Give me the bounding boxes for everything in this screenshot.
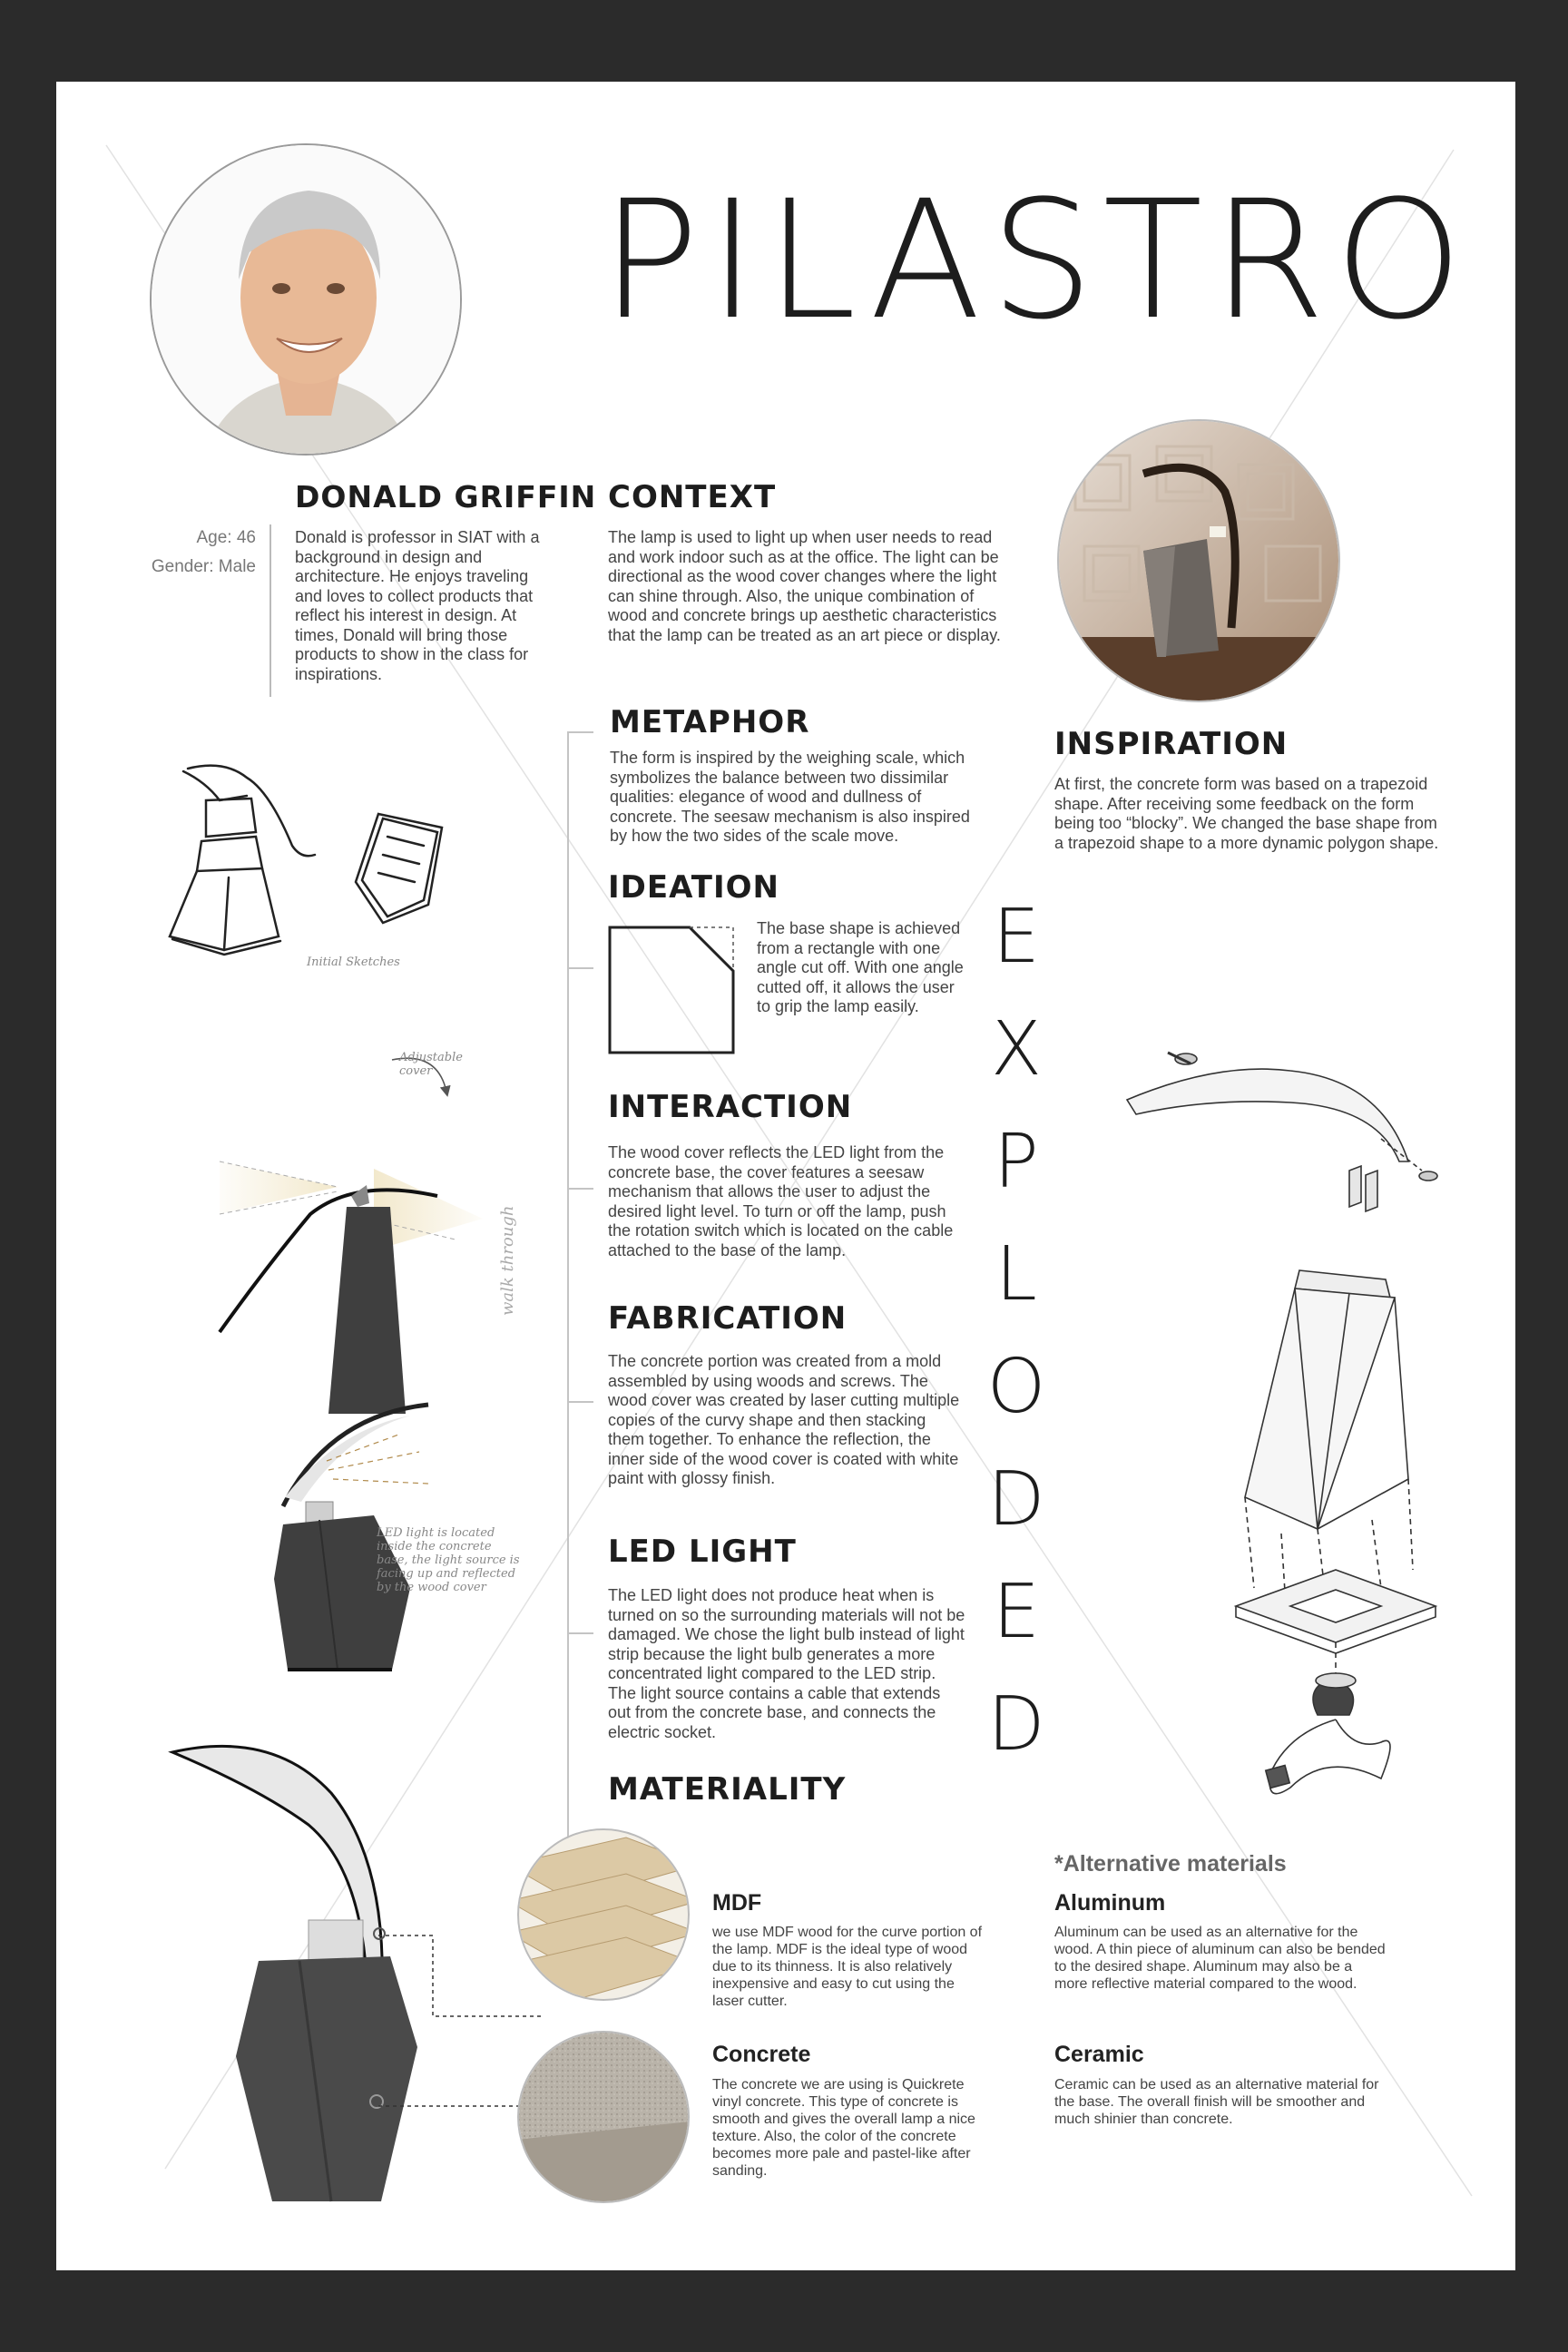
persona-portrait: [150, 143, 462, 456]
led-caption: LED light is located inside the concrete base, the light source is facing up and reflected by the wood cover: [377, 1526, 520, 1594]
persona-gender: Gender: Male: [151, 557, 256, 576]
led-heading: LED LIGHT: [608, 1534, 797, 1570]
metaphor-text: The form is inspired by the weighing scale, which symbolizes the balance between two dissimilar qualities: elegance of wood and dullness of concrete. The seesaw mechanism is also inspired by how the two sides of the scale move.: [610, 749, 970, 845]
fabrication-text: The concrete portion was created from a mold assembled by using woods and screws. The wood cover was created by laser cutting multiple copies of the curvy shape and then stacking them together. To enhance the reflection, the inner side of the wood cover is coated with white paint with glossy finish.: [608, 1352, 960, 1487]
persona-name: DONALD GRIFFIN: [295, 479, 597, 514]
adjustable-cover-diagram: [211, 1051, 492, 1332]
inspiration-heading: INSPIRATION: [1054, 726, 1289, 762]
mdf-sample-photo: [517, 1828, 690, 2001]
exploded-letter: O: [986, 1344, 1046, 1430]
aluminum-title: Aluminum: [1054, 1890, 1166, 1916]
ideation-heading: IDEATION: [608, 869, 779, 906]
page-title: PILASTRO: [601, 166, 1473, 356]
ceramic-title: Ceramic: [1054, 2042, 1144, 2067]
context-heading: CONTEXT: [608, 479, 777, 515]
aluminum-text: Aluminum can be used as an alternative for the wood. A thin piece of aluminum can also be bended to the desired shape. Aluminum may also be a more reflective material compared to the wood.: [1054, 1925, 1386, 1992]
interaction-heading: INTERACTION: [608, 1089, 853, 1125]
alternative-materials-heading: *Alternative materials: [1054, 1851, 1287, 1877]
exploded-letter: D: [987, 1456, 1045, 1543]
concrete-text: The concrete we are using is Quickrete vinyl concrete. This type of concrete is smooth and gives the overall lamp a nice texture. Also, the color of the concrete becomes more pale and pastel-like after sanding.: [712, 2077, 975, 2179]
persona-divider: [270, 524, 273, 697]
walk-through-caption: walk through: [498, 1205, 517, 1316]
inspiration-text: At first, the concrete form was based on a trapezoid shape. After receiving some feedback on the form being too “blocky”. We changed the base shape from a trapezoid shape to a more dynamic polygon shape.: [1054, 775, 1439, 852]
poster: [56, 82, 1515, 2270]
interaction-text: The wood cover reflects the LED light from the concrete base, the cover features a seesaw mechanism that allows the user to adjust the desired light level. To turn or off the lamp, push the rotation switch which is located on the cable attached to the base of the lamp.: [608, 1143, 954, 1259]
exploded-label: [975, 894, 1057, 1800]
exploded-letter: E: [993, 894, 1040, 980]
mdf-text: we use MDF wood for the curve portion of the lamp. MDF is the ideal type of wood due to its thinness. It is also relatively inexpensive and easy to cut using the laser cutter.: [712, 1925, 983, 2009]
ideation-shape-diagram: [608, 926, 744, 1057]
initial-sketches: [170, 764, 496, 973]
exploded-letter: P: [994, 1119, 1039, 1205]
persona-bio: Donald is professor in SIAT with a background in design and architecture. He enjoys traveling and loves to collect products that reflect his interest in design. At times, Donald will bring those products to show in the class for inspirations.: [295, 528, 540, 683]
concrete-title: Concrete: [712, 2042, 811, 2067]
mdf-title: MDF: [712, 1890, 762, 1916]
materiality-heading: MATERIALITY: [608, 1771, 847, 1808]
exploded-letter: L: [995, 1231, 1037, 1318]
metaphor-heading: METAPHOR: [610, 704, 810, 740]
exploded-letter: D: [987, 1681, 1045, 1768]
adjustable-caption: Adjustable cover: [399, 1051, 463, 1078]
context-text: The lamp is used to light up when user needs to read and work indoor such as at the office. The light can be directional as the wood cover changes where the light can shine through. Also, the unique combination of wood and concrete brings up aesthetic characteristics that the lamp can be treated as an art piece or display.: [608, 528, 1001, 644]
led-text: The LED light does not produce heat when is turned on so the surrounding materials will not be damaged. We chose the light bulb instead of light strip because the light bulb generates a more concentrated light compared to the LED strip. The light source contains a cable that extends out from the concrete base, and connects the electric socket.: [608, 1586, 965, 1741]
ideation-text: The base shape is achieved from a rectangle with one angle cut off. With one angle cutted off, it allows the user to grip the lamp easily.: [757, 919, 964, 1015]
timeline-bracket: [566, 730, 603, 1856]
lamp-photo: [1057, 419, 1340, 702]
exploded-letter: E: [993, 1569, 1040, 1655]
exploded-letter: X: [990, 1006, 1043, 1093]
materiality-lamp-render: [172, 1739, 408, 2210]
sketches-caption: Initial Sketches: [307, 956, 400, 969]
persona-age: Age: 46: [196, 528, 256, 547]
ceramic-text: Ceramic can be used as an alternative material for the base. The overall finish will be smoother and much shinier than concrete.: [1054, 2077, 1379, 2127]
fabrication-heading: FABRICATION: [608, 1300, 848, 1337]
concrete-sample-photo: [517, 2031, 690, 2203]
exploded-view-diagram: [1109, 1025, 1472, 1797]
